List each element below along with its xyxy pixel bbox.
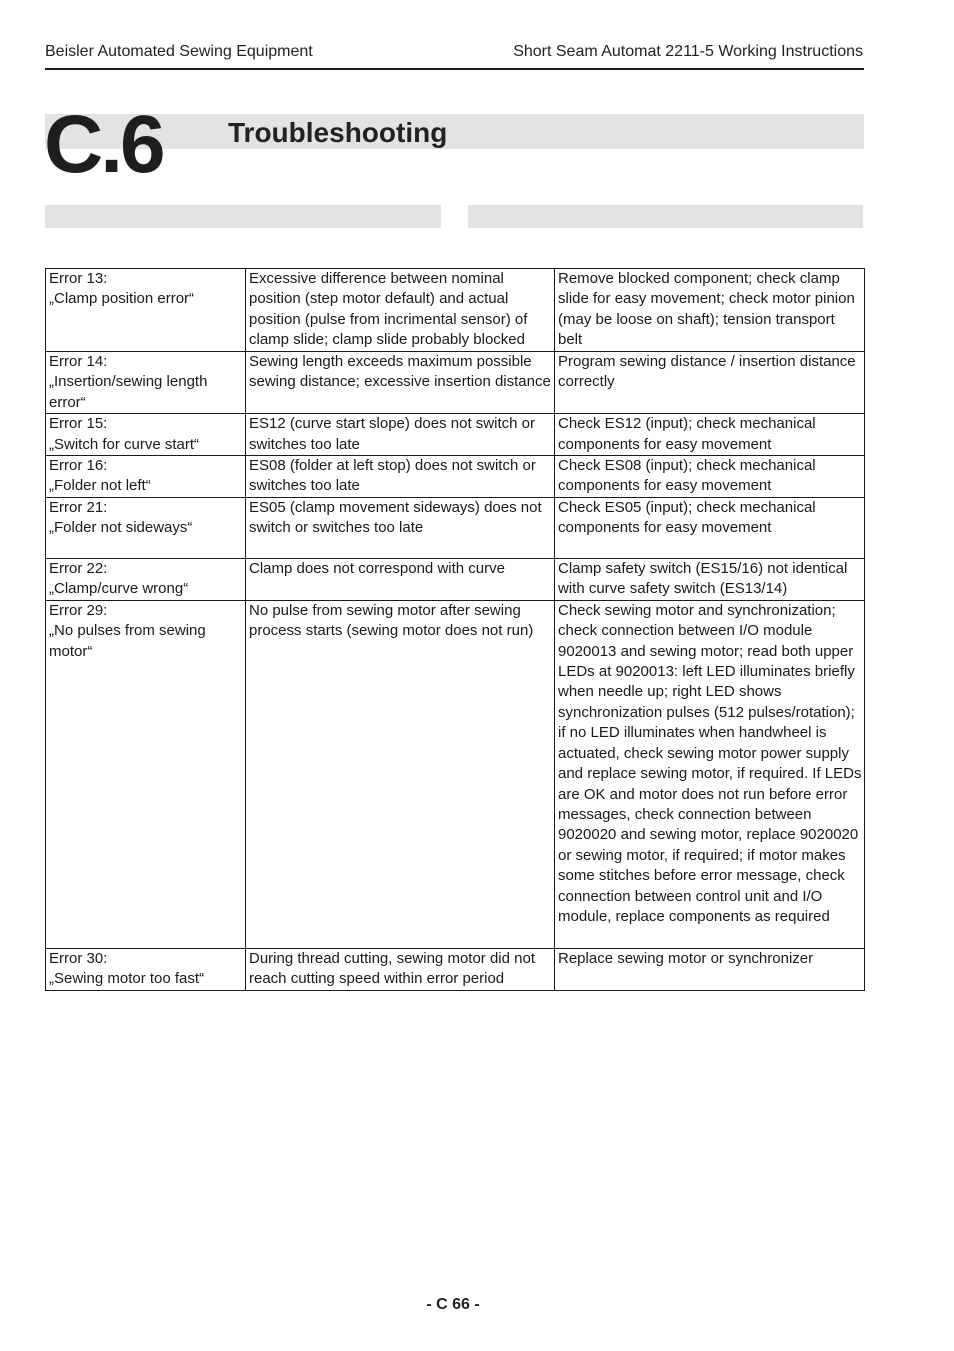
error-remedy-cell: Check ES05 (input); check mechanical components for easy movement	[555, 497, 865, 558]
error-code-cell: Error 14: „Insertion/sewing length error“	[46, 352, 246, 414]
error-code-cell: Error 13: „Clamp position error“	[46, 269, 246, 352]
title-band	[45, 114, 864, 149]
error-cause-cell: ES12 (curve start slope) does not switch or switches too late	[246, 414, 555, 456]
table-row	[46, 600, 865, 948]
error-remedy-cell: Program sewing distance / insertion distance correctly	[555, 352, 865, 414]
table-row	[46, 948, 865, 990]
error-remedy-cell: Replace sewing motor or synchronizer	[555, 948, 865, 990]
table-row	[46, 558, 865, 600]
error-code-cell: Error 30: „Sewing motor too fast“	[46, 948, 246, 990]
error-cause-cell: ES08 (folder at left stop) does not switch or switches too late	[246, 456, 555, 498]
error-remedy-cell: Check sewing motor and synchronization; check connection between I/O module 9020013 and sewing motor; read both upper LEDs at 9020013: left LED illuminates briefly when needle up; right LED shows synchronization pulses (512 pulses/rotation); if no LED illuminates when handwheel is actuated, check sewing motor power supply and replace sewing motor, if required. If LEDs are OK and motor does not run before error messages, check connection between 9020020 and sewing motor, replace 9020020 or sewing motor, if required; if motor makes some stitches before error message, check connection between control unit and I/O module, replace components as required	[555, 600, 865, 948]
error-remedy-cell: Check ES08 (input); check mechanical components for easy movement	[555, 456, 865, 498]
page-number: - C 66 -	[426, 1296, 480, 1313]
table-row	[46, 269, 865, 352]
error-table-body	[46, 269, 865, 991]
error-remedy-cell: Check ES12 (input); check mechanical components for easy movement	[555, 414, 865, 456]
error-remedy-cell: Remove blocked component; check clamp slide for easy movement; check motor pinion (may be loose on shaft); tension transport belt	[555, 269, 865, 352]
error-code-cell: Error 29: „No pulses from sewing motor“	[46, 600, 246, 948]
error-code-cell: Error 21: „Folder not sideways“	[46, 497, 246, 558]
error-cause-cell: ES05 (clamp movement sideways) does not switch or switches too late	[246, 497, 555, 558]
column-band-left	[45, 205, 441, 228]
error-code-cell: Error 22: „Clamp/curve wrong“	[46, 558, 246, 600]
section-title: Troubleshooting	[228, 117, 448, 148]
table-row	[46, 497, 865, 558]
error-remedy-cell: Clamp safety switch (ES15/16) not identical with curve safety switch (ES13/14)	[555, 558, 865, 600]
error-code-cell: Error 15: „Switch for curve start“	[46, 414, 246, 456]
error-cause-cell: During thread cutting, sewing motor did not reach cutting speed within error period	[246, 948, 555, 990]
error-cause-cell: No pulse from sewing motor after sewing process starts (sewing motor does not run)	[246, 600, 555, 948]
header-manual-title: Short Seam Automat 2211-5 Working Instructions	[513, 43, 863, 60]
chapter-number: C.6	[44, 99, 163, 190]
error-cause-cell: Sewing length exceeds maximum possible sewing distance; excessive insertion distance	[246, 352, 555, 414]
error-table	[45, 268, 865, 991]
table-row	[46, 456, 865, 498]
table-row	[46, 414, 865, 456]
header-company: Beisler Automated Sewing Equipment	[45, 43, 313, 60]
error-cause-cell: Excessive difference between nominal position (step motor default) and actual position (pulse from incrimental sensor) of clamp slide; clamp slide probably blocked	[246, 269, 555, 352]
table-row	[46, 352, 865, 414]
column-band-right	[468, 205, 863, 228]
error-code-cell: Error 16: „Folder not left“	[46, 456, 246, 498]
header-rule	[45, 68, 864, 70]
error-cause-cell: Clamp does not correspond with curve	[246, 558, 555, 600]
